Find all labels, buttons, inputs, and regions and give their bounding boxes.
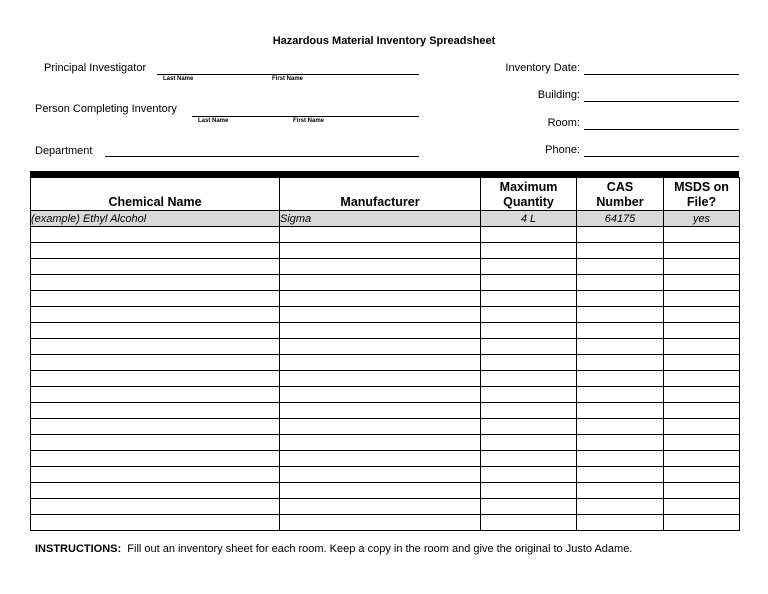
manufacturer-cell[interactable] (280, 483, 481, 499)
msds-cell[interactable] (664, 435, 740, 451)
pi-last-name-caption: Last Name (163, 76, 194, 82)
quantity-cell[interactable] (481, 259, 577, 275)
inventory-date-label: Inventory Date: (505, 62, 580, 74)
quantity-cell[interactable] (481, 515, 577, 531)
msds-cell[interactable] (664, 419, 740, 435)
manufacturer-cell[interactable] (280, 419, 481, 435)
table-row (31, 499, 740, 515)
manufacturer-cell[interactable] (280, 387, 481, 403)
manufacturer-cell[interactable] (280, 371, 481, 387)
chemical-cell[interactable] (31, 387, 280, 403)
msds-cell[interactable] (664, 259, 740, 275)
table-row (31, 227, 740, 243)
msds-cell[interactable] (664, 227, 740, 243)
quantity-cell[interactable] (481, 483, 577, 499)
table-row (31, 323, 740, 339)
msds-cell[interactable] (664, 355, 740, 371)
cas-cell[interactable] (577, 435, 664, 451)
chemical-cell[interactable] (31, 435, 280, 451)
chemical-cell[interactable] (31, 307, 280, 323)
chemical-cell[interactable] (31, 499, 280, 515)
manufacturer-cell[interactable] (280, 307, 481, 323)
table-row (31, 419, 740, 435)
person-completing-label: Person Completing Inventory (35, 103, 177, 115)
cas-cell[interactable] (577, 499, 664, 515)
msds-cell[interactable] (664, 275, 740, 291)
header-cas-number: CAS Number (577, 178, 664, 211)
example-msds: yes (664, 211, 740, 227)
cas-cell[interactable] (577, 355, 664, 371)
quantity-cell[interactable] (481, 403, 577, 419)
quantity-cell[interactable] (481, 339, 577, 355)
cas-cell[interactable] (577, 467, 664, 483)
table-row (31, 259, 740, 275)
cas-cell[interactable] (577, 259, 664, 275)
quantity-cell[interactable] (481, 467, 577, 483)
cas-cell[interactable] (577, 419, 664, 435)
principal-investigator-field[interactable] (157, 74, 419, 75)
table-row (31, 371, 740, 387)
table-row (31, 291, 740, 307)
quantity-cell[interactable] (481, 227, 577, 243)
manufacturer-cell[interactable] (280, 275, 481, 291)
cas-cell[interactable] (577, 275, 664, 291)
quantity-cell[interactable] (481, 243, 577, 259)
cas-cell[interactable] (577, 387, 664, 403)
chemical-cell[interactable] (31, 451, 280, 467)
quantity-cell[interactable] (481, 387, 577, 403)
instructions-label: INSTRUCTIONS: (35, 543, 122, 555)
chemical-cell[interactable] (31, 355, 280, 371)
chemical-cell[interactable] (31, 515, 280, 531)
table-row (31, 515, 740, 531)
msds-cell[interactable] (664, 403, 740, 419)
quantity-cell[interactable] (481, 419, 577, 435)
chemical-cell[interactable] (31, 339, 280, 355)
quantity-cell[interactable] (481, 499, 577, 515)
manufacturer-cell[interactable] (280, 499, 481, 515)
manufacturer-cell[interactable] (280, 451, 481, 467)
quantity-cell[interactable] (481, 435, 577, 451)
quantity-cell[interactable] (481, 307, 577, 323)
manufacturer-cell[interactable] (280, 259, 481, 275)
phone-label: Phone: (545, 144, 580, 156)
header-maximum-quantity: Maximum Quantity (481, 178, 577, 211)
cas-cell[interactable] (577, 515, 664, 531)
cas-cell[interactable] (577, 243, 664, 259)
example-manufacturer: Sigma (280, 211, 481, 227)
cas-cell[interactable] (577, 371, 664, 387)
cas-cell[interactable] (577, 483, 664, 499)
example-cas: 64175 (577, 211, 664, 227)
chemical-cell[interactable] (31, 323, 280, 339)
example-quantity: 4 L (481, 211, 577, 227)
chemical-cell[interactable] (31, 275, 280, 291)
table-row (31, 355, 740, 371)
msds-cell[interactable] (664, 243, 740, 259)
header-msds-on-file: MSDS on File? (664, 178, 740, 211)
cas-cell[interactable] (577, 307, 664, 323)
room-field[interactable] (584, 129, 739, 130)
example-row (31, 211, 740, 227)
manufacturer-cell[interactable] (280, 339, 481, 355)
msds-cell[interactable] (664, 451, 740, 467)
table-row (31, 435, 740, 451)
table-row (31, 387, 740, 403)
cas-cell[interactable] (577, 291, 664, 307)
chemical-cell[interactable] (31, 227, 280, 243)
manufacturer-cell[interactable] (280, 403, 481, 419)
quantity-cell[interactable] (481, 291, 577, 307)
msds-cell[interactable] (664, 499, 740, 515)
cas-cell[interactable] (577, 339, 664, 355)
table-row (31, 483, 740, 499)
manufacturer-cell[interactable] (280, 467, 481, 483)
principal-investigator-label: Principal Investigator (44, 62, 147, 74)
table-row (31, 339, 740, 355)
cas-cell[interactable] (577, 323, 664, 339)
person-first-name-caption: First Name (293, 118, 325, 124)
quantity-cell[interactable] (481, 275, 577, 291)
instructions-text: Fill out an inventory sheet for each room. Keep a copy in the room and give the original to Justo Adame. (127, 543, 633, 555)
room-label: Room: (547, 117, 580, 129)
building-field[interactable] (584, 101, 739, 102)
header-manufacturer: Manufacturer (280, 178, 481, 211)
msds-cell[interactable] (664, 371, 740, 387)
msds-cell[interactable] (664, 307, 740, 323)
pi-first-name-caption: First Name (272, 76, 304, 82)
phone-field[interactable] (584, 156, 739, 157)
chemical-cell[interactable] (31, 259, 280, 275)
msds-cell[interactable] (664, 387, 740, 403)
department-field[interactable] (105, 156, 419, 157)
instructions (35, 543, 632, 555)
manufacturer-cell[interactable] (280, 227, 481, 243)
table-row (31, 307, 740, 323)
msds-cell[interactable] (664, 467, 740, 483)
header-chemical-name: Chemical Name (31, 178, 280, 211)
person-last-name-caption: Last Name (198, 118, 229, 124)
person-completing-field[interactable] (192, 116, 419, 117)
quantity-cell[interactable] (481, 355, 577, 371)
department-label: Department (35, 145, 93, 157)
cas-cell[interactable] (577, 227, 664, 243)
manufacturer-cell[interactable] (280, 323, 481, 339)
quantity-cell[interactable] (481, 451, 577, 467)
chemical-cell[interactable] (31, 291, 280, 307)
manufacturer-cell[interactable] (280, 355, 481, 371)
manufacturer-cell[interactable] (280, 243, 481, 259)
example-chemical: (example) Ethyl Alcohol (31, 211, 280, 227)
chemical-cell[interactable] (31, 419, 280, 435)
inventory-table (30, 177, 740, 531)
cas-cell[interactable] (577, 403, 664, 419)
chemical-cell[interactable] (31, 243, 280, 259)
manufacturer-cell[interactable] (280, 435, 481, 451)
quantity-cell[interactable] (481, 323, 577, 339)
chemical-cell[interactable] (31, 467, 280, 483)
chemical-cell[interactable] (31, 371, 280, 387)
page-title: Hazardous Material Inventory Spreadsheet (272, 35, 496, 47)
chemical-cell[interactable] (31, 483, 280, 499)
inventory-date-field[interactable] (584, 74, 739, 75)
manufacturer-cell[interactable] (280, 515, 481, 531)
manufacturer-cell[interactable] (280, 291, 481, 307)
msds-cell[interactable] (664, 483, 740, 499)
msds-cell[interactable] (664, 291, 740, 307)
table-row (31, 275, 740, 291)
table-row (31, 467, 740, 483)
table-row (31, 451, 740, 467)
cas-cell[interactable] (577, 451, 664, 467)
quantity-cell[interactable] (481, 371, 577, 387)
msds-cell[interactable] (664, 339, 740, 355)
msds-cell[interactable] (664, 323, 740, 339)
chemical-cell[interactable] (31, 403, 280, 419)
building-label: Building: (537, 89, 580, 101)
table-row (31, 243, 740, 259)
table-row (31, 403, 740, 419)
table-header-row (31, 178, 740, 211)
msds-cell[interactable] (664, 515, 740, 531)
